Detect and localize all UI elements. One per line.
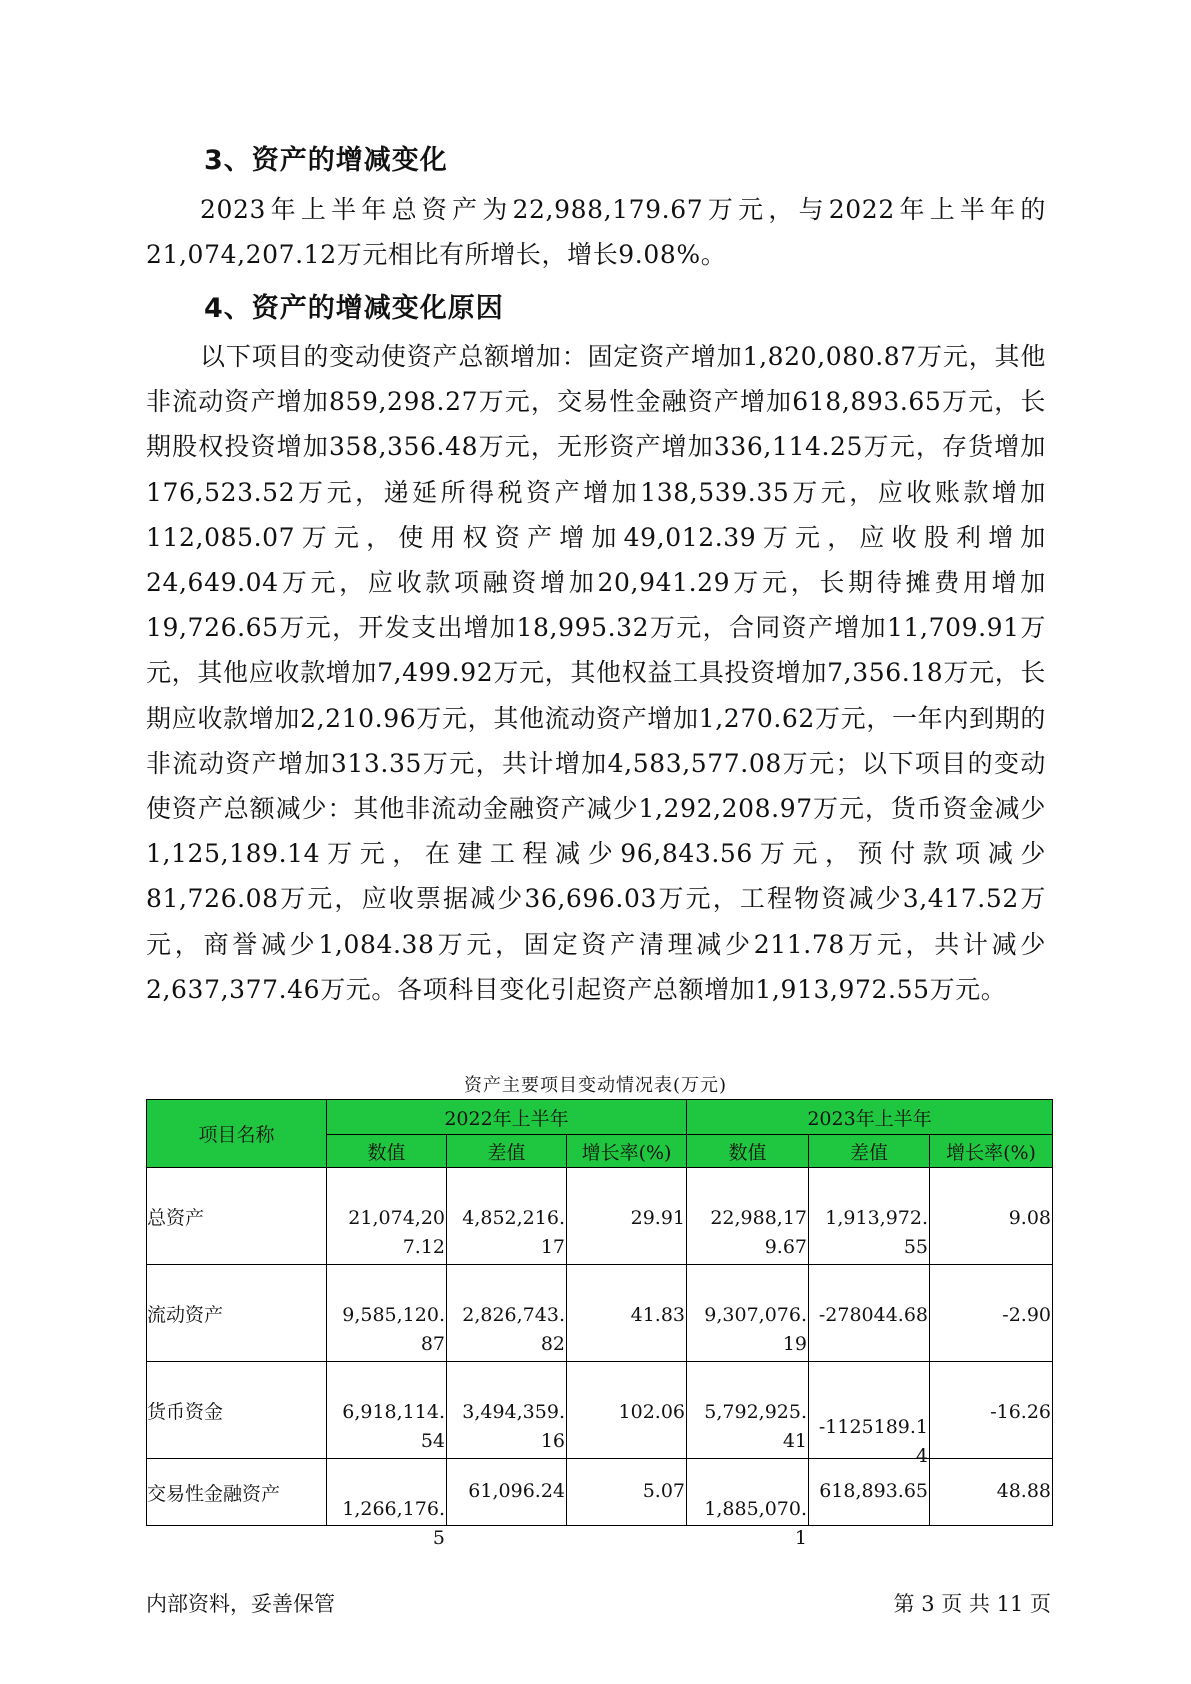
value-2022: 6,918,114.54 <box>342 1401 445 1452</box>
growth-2023: 9.08 <box>1008 1207 1052 1229</box>
header-item-name: 项目名称 <box>147 1100 327 1168</box>
header-period-2022: 2022年上半年 <box>327 1100 687 1135</box>
table-row <box>147 1459 1053 1526</box>
section-4-paragraph: 以下项目的变动使资产总额增加：固定资产增加1,820,080.87万元，其他非流动资产增加859,298.27万元，交易性金融资产增加618,893.65万元，长期股权投资增加358,356.48万元，无形资产增加336,114.25万元，存货增加176,523.52万元，递延所得税资产增加138,539.35万元，应收账款增加112,085.07万元，使用权资产增加49,012.39万元，应收股利增加24,649.04万元，应收款项融资增加20,941.29万元，长期待摊费用增加19,726.65万元，开发支出增加18,995.32万元，合同资产增加11,709.91万元，其他应收款增加7,499.92万元，其他权益工具投资增加7,356.18万元，长期应收款增加2,210.96万元，其他流动资产增加1,270.62万元，一年内到期的非流动资产增加313.35万元，共计增加4,583,577.08万元；以下项目的变动使资产总额减少：其他非流动金融资产减少1,292,208.97万元，货币资金减少1,125,189.14万元，在建工程减少96,843.56万元，预付款项减少81,726.08万元，应收票据减少36,696.03万元，工程物资减少3,417.52万元，商誉减少1,084.38万元，固定资产清理减少211.78万元，共计减少2,637,377.46万元。各项科目变化引起资产总额增加1,913,972.55万元。 <box>146 342 1046 1004</box>
header-growth-2022: 增长率(%) <box>567 1135 687 1168</box>
table-row <box>147 1168 1053 1265</box>
table-row <box>147 1362 1053 1459</box>
diff-2023: -278044.68 <box>818 1304 929 1326</box>
header-value-2022: 数值 <box>327 1135 447 1168</box>
header-value-2023: 数值 <box>687 1135 809 1168</box>
asset-change-table <box>146 1099 1053 1549</box>
growth-2023: 48.88 <box>996 1480 1052 1502</box>
footer-confidential: 内部资料，妥善保管 <box>146 1592 335 1616</box>
diff-2022: 4,852,216.17 <box>462 1207 565 1258</box>
diff-2023: 618,893.65 <box>819 1480 929 1502</box>
growth-2022: 29.91 <box>630 1207 686 1229</box>
footer-page-number: 第 3 页 共 11 页 <box>893 1592 1051 1616</box>
diff-2022: 2,826,743.82 <box>462 1304 565 1355</box>
value-2022: 1,266,176.5 <box>342 1498 445 1549</box>
value-2023: 5,792,925.41 <box>704 1401 808 1452</box>
row-name: 总资产 <box>147 1168 327 1265</box>
row-name: 交易性金融资产 <box>147 1459 327 1526</box>
row-name: 流动资产 <box>147 1265 327 1362</box>
row-name: 货币资金 <box>147 1362 327 1459</box>
diff-2022: 3,494,359.16 <box>462 1401 565 1452</box>
section-3-heading: 3、资产的增减变化 <box>204 145 448 176</box>
value-2022: 21,074,207.12 <box>348 1207 445 1258</box>
diff-2022: 61,096.24 <box>468 1480 565 1502</box>
diff-2023: 1,913,972.55 <box>825 1207 929 1258</box>
value-2023: 1,885,070.1 <box>704 1498 808 1549</box>
growth-2023: -16.26 <box>990 1401 1052 1423</box>
header-period-2023: 2023年上半年 <box>687 1100 1053 1135</box>
header-diff-2022: 差值 <box>447 1135 567 1168</box>
table-row <box>147 1265 1053 1362</box>
section-3-paragraph: 2023年上半年总资产为22,988,179.67万元，与2022年上半年的21,074,207.12万元相比有所增长，增长9.08%。 <box>146 195 1046 270</box>
header-growth-2023: 增长率(%) <box>930 1135 1053 1168</box>
value-2023: 22,988,179.67 <box>710 1207 808 1258</box>
growth-2022: 41.83 <box>630 1304 686 1326</box>
growth-2022: 5.07 <box>642 1480 686 1502</box>
value-2022: 9,585,120.87 <box>342 1304 445 1355</box>
section-4-heading: 4、资产的增减变化原因 <box>204 293 504 324</box>
growth-2023: -2.90 <box>1002 1304 1052 1326</box>
diff-2023: -1125189.14 <box>818 1416 929 1467</box>
value-2023: 9,307,076.19 <box>704 1304 808 1355</box>
table-caption: 资产主要项目变动情况表(万元) <box>463 1075 728 1096</box>
growth-2022: 102.06 <box>618 1401 686 1423</box>
header-diff-2023: 差值 <box>809 1135 930 1168</box>
